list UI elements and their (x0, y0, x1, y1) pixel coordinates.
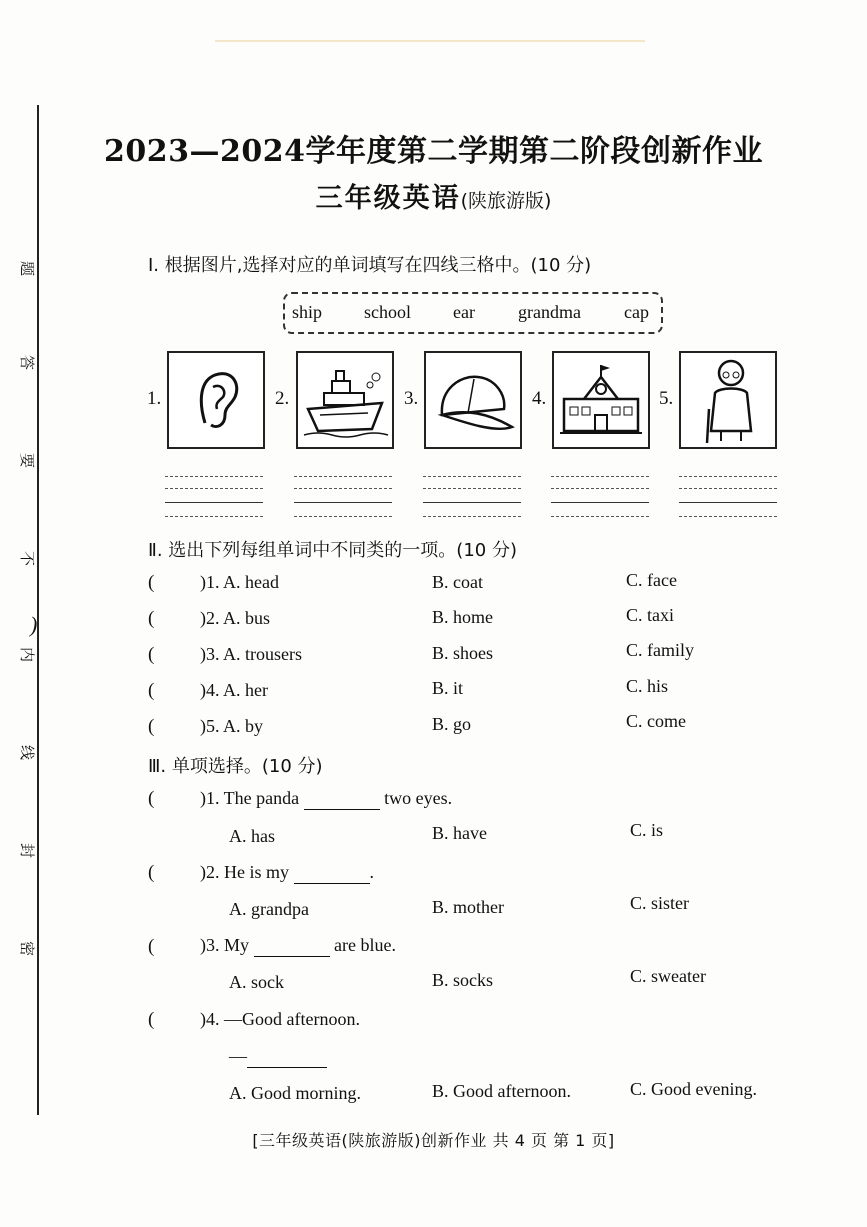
picture-number: 4. (532, 388, 547, 409)
option-a: A. Good morning. (229, 1083, 361, 1103)
question-stem: )5. A. by (200, 716, 263, 736)
page-footer: [三年级英语(陕旅游版)创新作业 共 4 页 第 1 页] (252, 1131, 615, 1150)
four-line-grid (551, 476, 649, 520)
fill-blank[interactable] (304, 788, 380, 810)
picture-number: 2. (275, 388, 290, 409)
option-b: B. socks (432, 970, 494, 990)
margin-char: 不 (18, 550, 37, 567)
school-icon (552, 351, 650, 449)
picture-number: 3. (404, 388, 419, 409)
word-bank-item: cap (624, 302, 649, 322)
picture-number: 5. (659, 388, 674, 409)
four-line-grid (679, 476, 777, 520)
answer-paren: ( (148, 572, 155, 593)
section3-heading: Ⅲ. 单项选择。(10 分) (148, 756, 323, 777)
option-c: C. face (626, 570, 677, 590)
four-line-grid (294, 476, 392, 520)
option-b: B. coat (432, 572, 483, 592)
option-b: B. home (432, 607, 493, 627)
option-c: C. is (630, 820, 664, 840)
answer-paren: ( (148, 680, 155, 701)
section2-heading: Ⅱ. 选出下列每组单词中不同类的一项。(10 分) (148, 540, 517, 561)
word-bank-item: ship (292, 302, 323, 322)
answer-paren: ( (148, 608, 155, 629)
word-bank-item: ear (453, 302, 475, 322)
margin-paren: ) (30, 612, 38, 637)
subtitle-main: 三年级英语 (315, 183, 461, 214)
subtitle-version: (陕旅游版) (460, 190, 552, 212)
option-b: B. have (432, 823, 487, 843)
option-b: B. Good afternoon. (432, 1081, 571, 1101)
option-a: A. sock (229, 972, 284, 992)
answer-paren: ( (148, 862, 155, 883)
margin-char: 答 (18, 354, 37, 371)
margin-char: 要 (18, 452, 37, 469)
question-stem: )1. The panda two eyes. (200, 788, 453, 808)
fill-blank[interactable] (254, 935, 330, 957)
answer-paren: ( (148, 788, 155, 809)
question-stem: )1. A. head (200, 572, 279, 592)
option-b: B. shoes (432, 643, 494, 663)
word-bank-item: grandma (518, 302, 581, 322)
margin-char: 封 (18, 842, 37, 859)
option-a: A. grandpa (229, 899, 309, 919)
picture-number: 1. (147, 388, 162, 409)
page-title: 2023—2024学年度第二学期第二阶段创新作业 (104, 134, 763, 169)
option-c: C. sister (630, 893, 690, 913)
question-stem: )3. My are blue. (200, 935, 396, 955)
question-stem: )4. —Good afternoon. (200, 1009, 360, 1029)
question-stem: )4. A. her (200, 680, 268, 700)
option-b: B. mother (432, 897, 504, 917)
ship-icon (296, 351, 394, 449)
binding-line (37, 105, 39, 1115)
answer-paren: ( (148, 644, 155, 665)
answer-paren: ( (148, 716, 155, 737)
question-stem: )2. He is my . (200, 862, 374, 882)
option-c: C. family (626, 640, 694, 660)
question-stem: )2. A. bus (200, 608, 271, 628)
option-b: B. it (432, 678, 464, 698)
option-c: C. Good evening. (630, 1079, 757, 1099)
margin-char: 密 (18, 940, 37, 957)
four-line-grid (165, 476, 263, 520)
four-line-grid (423, 476, 521, 520)
option-c: C. taxi (626, 605, 674, 625)
ear-icon (167, 351, 265, 449)
word-bank-item: school (364, 302, 411, 322)
question-stem: )3. A. trousers (200, 644, 302, 664)
section1-heading: Ⅰ. 根据图片,选择对应的单词填写在四线三格中。(10 分) (148, 255, 592, 276)
grandma-icon (679, 351, 777, 449)
option-c: C. his (626, 676, 669, 696)
margin-char: 题 (18, 260, 37, 277)
option-b: B. go (432, 714, 472, 734)
scan-artifact (215, 40, 645, 42)
option-a: A. has (229, 826, 275, 846)
margin-char: 线 (18, 744, 37, 761)
cap-icon (424, 351, 522, 449)
page-subtitle (0, 176, 867, 215)
answer-paren: ( (148, 1009, 155, 1030)
margin-char: 内 (18, 646, 37, 663)
option-c: C. sweater (630, 966, 706, 986)
answer-paren: ( (148, 936, 155, 957)
reply-line: — (229, 1046, 327, 1068)
fill-blank[interactable] (247, 1046, 327, 1068)
fill-blank[interactable] (294, 862, 370, 884)
option-c: C. come (626, 711, 686, 731)
